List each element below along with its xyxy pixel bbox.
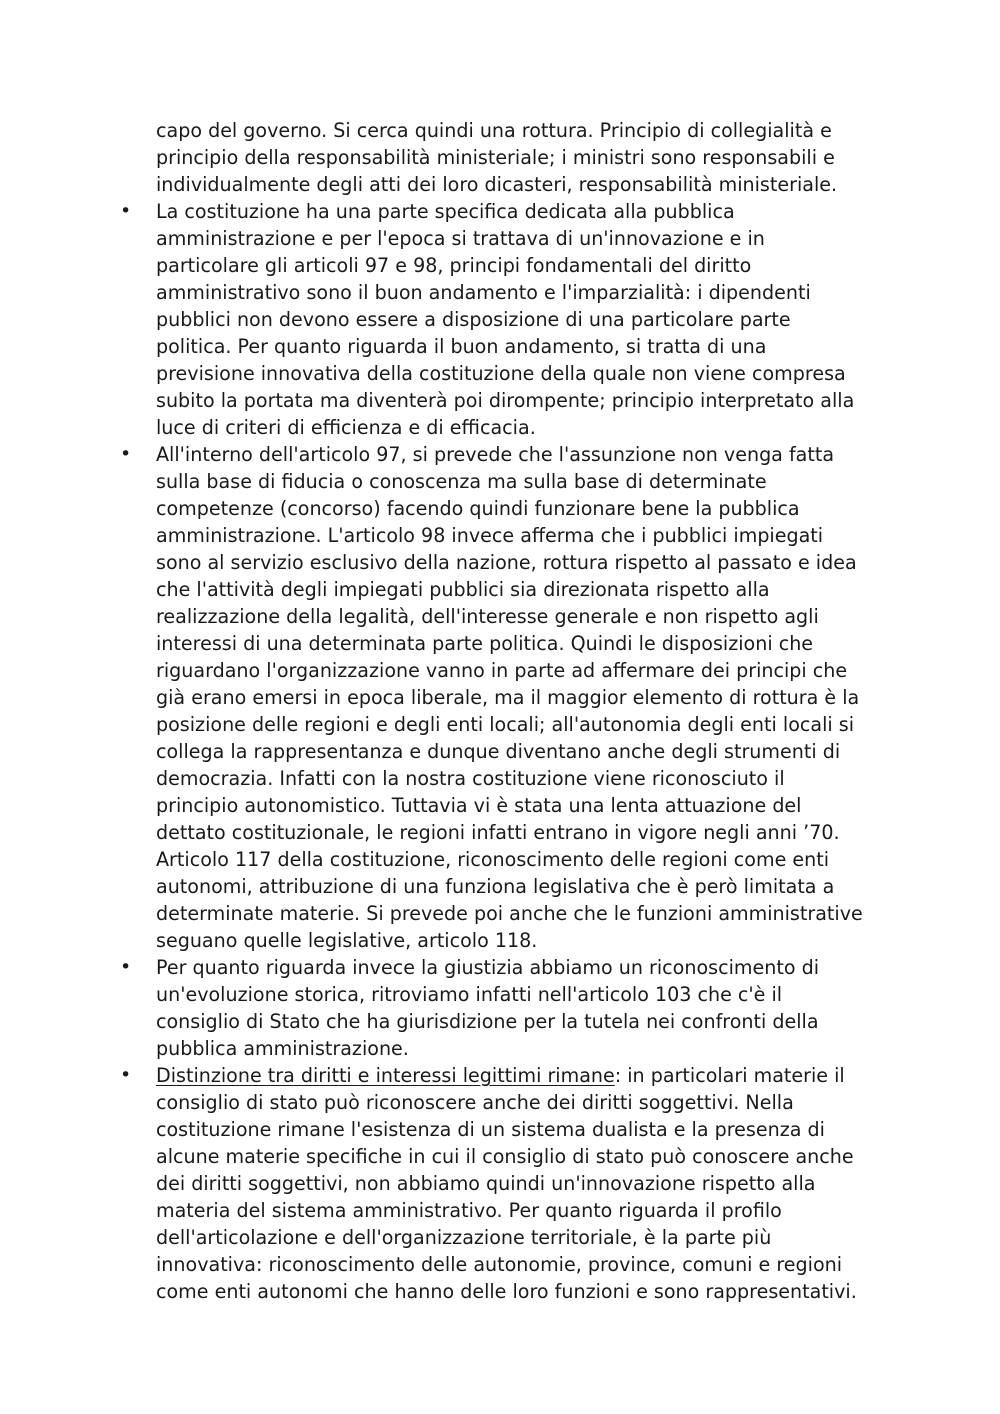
bullet-icon: • (120, 1064, 132, 1086)
text-line: come enti autonomi che hanno delle loro funzioni e sono rappresentativi. (156, 1280, 857, 1303)
bullet-icon: • (120, 200, 132, 222)
text-line: collega la rappresentanza e dunque diventano anche degli strumenti di (156, 740, 841, 763)
text-line: pubblici non devono essere a disposizione di una particolare parte (156, 308, 791, 331)
text-line: amministrativo sono il buon andamento e l'imparzialità: i dipendenti (156, 281, 811, 304)
text-line: All'interno dell'articolo 97, si prevede che l'assunzione non venga fatta (156, 443, 835, 466)
text-line: subito la portata ma diventerà poi dirompente; principio interpretato alla (156, 389, 855, 412)
text-line: sulla base di fiducia o conoscenza ma sulla base di determinate (156, 470, 767, 493)
bullet-icon: • (120, 443, 132, 465)
text-line: consiglio di Stato che ha giurisdizione per la tutela nei confronti della (156, 1010, 819, 1033)
text-line: determinate materie. Si prevede poi anche che le funzioni amministrative (156, 902, 863, 925)
text-line: seguano quelle legislative, articolo 118. (156, 929, 538, 952)
list-item (120, 954, 916, 1062)
text-line: realizzazione della legalità, dell'interesse generale e non rispetto agli (156, 605, 819, 628)
text-line: un'evoluzione storica, ritroviamo infatti nell'articolo 103 che c'è il (156, 983, 783, 1006)
text-line: posizione delle regioni e degli enti locali; all'autonomia degli enti locali si (156, 713, 855, 736)
text-line: materia del sistema amministrativo. Per quanto riguarda il profilo (156, 1199, 782, 1222)
text-line: innovativa: riconoscimento delle autonomie, province, comuni e regioni (156, 1253, 843, 1276)
text-line: pubblica amministrazione. (156, 1037, 409, 1060)
text-line: individualmente degli atti dei loro dicasteri, responsabilità ministeriale. (156, 173, 838, 196)
text-line: alcune materie specifiche in cui il consiglio di stato può conoscere anche (156, 1145, 854, 1168)
text-line: principio autonomistico. Tuttavia vi è stata una lenta attuazione del (156, 794, 802, 817)
underlined-phrase: Distinzione tra diritti e interessi legittimi rimane (156, 1064, 615, 1087)
text-line: politica. Per quanto riguarda il buon andamento, si tratta di una (156, 335, 767, 358)
text-line: democrazia. Infatti con la nostra costituzione viene riconosciuto il (156, 767, 785, 790)
text-line: particolare gli articoli 97 e 98, principi fondamentali del diritto (156, 254, 752, 277)
bullet-icon: • (120, 956, 132, 978)
list-item (120, 198, 916, 441)
text-span: : in particolari materie il (614, 1064, 845, 1087)
text-line: sono al servizio esclusivo della nazione, rottura rispetto al passato e idea (156, 551, 857, 574)
text-line: Articolo 117 della costituzione, riconoscimento delle regioni come enti (156, 848, 830, 871)
text-line: interessi di una determinata parte politica. Quindi le disposizioni che (156, 632, 814, 655)
text-line: amministrazione e per l'epoca si trattava di un'innovazione e in (156, 227, 765, 250)
text-line: dell'articolazione e dell'organizzazione territoriale, è la parte più (156, 1226, 772, 1249)
document-body (120, 117, 916, 1305)
text-line: riguardano l'organizzazione vanno in parte ad affermare dei principi che (156, 659, 848, 682)
text-line (156, 1062, 916, 1089)
text-line: principio della responsabilità ministeriale; i ministri sono responsabili e (156, 146, 835, 169)
text-line: consiglio di stato può riconoscere anche dei diritti soggettivi. Nella (156, 1091, 794, 1114)
list-item (120, 441, 916, 954)
text-line: autonomi, attribuzione di una funziona legislativa che è però limitata a (156, 875, 835, 898)
text-line: competenze (concorso) facendo quindi funzionare bene la pubblica (156, 497, 800, 520)
text-line: già erano emersi in epoca liberale, ma il maggior elemento di rottura è la (156, 686, 860, 709)
text-line: amministrazione. L'articolo 98 invece afferma che i pubblici impiegati (156, 524, 824, 547)
list-item (120, 1062, 916, 1305)
text-line: luce di criteri di efficienza e di efficacia. (156, 416, 536, 439)
text-line: Per quanto riguarda invece la giustizia abbiamo un riconoscimento di (156, 956, 819, 979)
text-line: capo del governo. Si cerca quindi una rottura. Principio di collegialità e (156, 119, 832, 142)
text-line: previsione innovativa della costituzione della quale non viene compresa (156, 362, 846, 385)
text-line: La costituzione ha una parte specifica dedicata alla pubblica (156, 200, 735, 223)
text-line: dei diritti soggettivi, non abbiamo quindi un'innovazione rispetto alla (156, 1172, 816, 1195)
text-line: costituzione rimane l'esistenza di un sistema dualista e la presenza di (156, 1118, 825, 1141)
text-line: che l'attività degli impiegati pubblici sia direzionata rispetto alla (156, 578, 770, 601)
text-line: dettato costituzionale, le regioni infatti entrano in vigore negli anni ’70. (156, 821, 840, 844)
continuation-paragraph (156, 117, 916, 198)
